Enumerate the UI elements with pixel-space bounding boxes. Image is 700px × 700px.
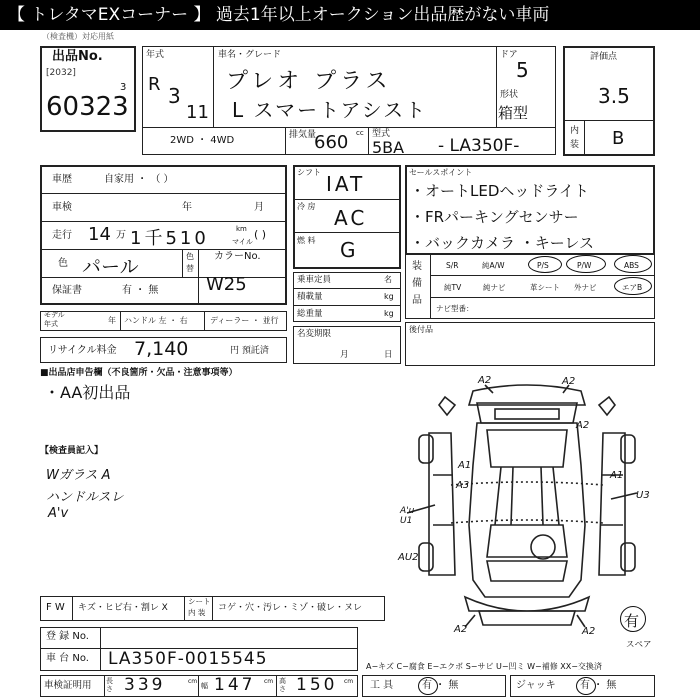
model-year-unit: 年 — [108, 316, 116, 325]
drive-label: 2WD ・ 4WD — [170, 135, 235, 146]
displacement-label: 排気量 — [289, 130, 317, 140]
equipment-label-1: 装 — [412, 261, 422, 272]
page-header: 【 トレタマEXコーナー 】 過去1年以上オークション出品歴がない車両 — [0, 0, 700, 30]
inspector-label: 【検査員記入】 — [40, 446, 104, 456]
car-damage-diagram — [395, 375, 660, 650]
mileage-mile-unit: マイル — [232, 238, 253, 246]
interior-div3 — [212, 596, 213, 621]
model-code-value: - LA350F- — [438, 136, 520, 156]
lot-tag: [2032] — [46, 68, 76, 78]
mileage-paren: ( ) — [254, 228, 267, 241]
color-label: 色 — [58, 258, 68, 269]
interior-div1 — [72, 596, 73, 621]
equip-ps: P/S — [537, 261, 549, 270]
inspector-line-3: A'v — [48, 506, 69, 521]
recycle-value: 7,140 — [134, 338, 189, 360]
jack-circle — [576, 677, 596, 695]
diagram-mark-left-front: AU2 — [398, 552, 419, 563]
cert-height-label: 高さ — [279, 677, 286, 693]
tools-value: 有 ・ 無 — [422, 680, 459, 691]
inspection-month: 月 — [254, 202, 264, 213]
mileage-man-unit: 万 — [116, 230, 126, 241]
history-value: 自家用 ・ （ ） — [104, 174, 174, 185]
capacity-unit: 名 — [384, 275, 392, 284]
spare-value: 有 — [624, 612, 640, 630]
color-code-value: W25 — [206, 274, 247, 295]
color-code-divider — [198, 249, 199, 305]
cert-height: 150 — [296, 675, 338, 695]
chassis-label: 車 台 No. — [46, 653, 89, 664]
load-unit: kg — [384, 292, 394, 301]
mileage-man-value: 14 — [88, 224, 111, 245]
score-value: 3.5 — [598, 84, 630, 108]
tools-circle — [418, 677, 438, 695]
cooling-label: 冷 房 — [297, 202, 316, 211]
interior-fw-items: キズ・ヒビ右・割レ X — [78, 603, 168, 613]
equipment-label-3: 品 — [412, 295, 422, 306]
capacity-label: 乗車定員 — [297, 275, 332, 285]
inspector-line-1: Wガラス A — [46, 468, 111, 483]
model-name-line2: L スマートアシスト — [232, 98, 428, 122]
chassis-value: LA350F-0015545 — [108, 649, 268, 669]
diagram-mark-rear-left: A2 — [478, 375, 492, 386]
equip-ext-navi: 外ナビ — [574, 283, 597, 292]
mileage-label: 走行 — [52, 230, 72, 241]
damage-legend: A−キズ C−腐食 E−エクボ S−サビ U−凹ミ W−補修 XX−交換済 — [366, 662, 602, 671]
equip-hdiv1 — [430, 275, 655, 276]
diagram-mark-front-left: A2 — [454, 624, 468, 635]
cert-length: 339 — [124, 675, 166, 695]
cert-height-unit: cm — [344, 678, 354, 685]
diagram-mark-right-door: U3 — [636, 490, 650, 501]
inspection-year: 年 — [182, 202, 192, 213]
year-month: 11 — [186, 102, 209, 123]
seller-notes-text: ・AA初出品 — [44, 383, 131, 402]
cap-line-2 — [293, 305, 401, 306]
cooling-value: AC — [334, 206, 368, 230]
shift-value: IAT — [326, 172, 366, 196]
color-value: パール — [82, 256, 139, 278]
sales-point-2: ・FRパーキングセンサー — [410, 208, 579, 226]
model-code-prefix: 5BA — [372, 138, 405, 157]
diagram-mark-right-upper: A2 — [576, 420, 590, 431]
sales-points-label: セールスポイント — [409, 168, 473, 177]
equip-abs: ABS — [624, 261, 639, 270]
cert-width-label: 幅 — [201, 682, 208, 690]
name-change-day: 日 — [384, 350, 393, 360]
interior-fw-label: F W — [46, 602, 65, 613]
lot-small-mark: 3 — [120, 82, 127, 93]
load-label: 積載量 — [297, 292, 323, 302]
shift-line-2 — [293, 232, 401, 233]
body-shape-value: 箱型 — [498, 104, 529, 122]
cert-label: 車検証明用 — [44, 680, 92, 691]
inspection-label: 車検 — [52, 202, 72, 213]
score-divider — [563, 120, 655, 121]
interior-seat-bottom: 内 装 — [188, 608, 206, 617]
interior-value: B — [612, 128, 625, 149]
interior-divider — [584, 120, 585, 156]
year-value: 3 — [168, 84, 181, 108]
equip-navi-model: ナビ型番： — [436, 304, 474, 313]
name-change-month: 月 — [340, 350, 349, 360]
equip-hdiv2 — [430, 297, 655, 298]
lot-number-label: 出品No. — [52, 49, 103, 64]
equipment-label-2: 備 — [412, 278, 422, 289]
weight-unit: kg — [384, 309, 394, 318]
color-change-bottom: 替 — [186, 264, 194, 273]
aftermarket-label: 後付品 — [409, 325, 433, 334]
cert-width: 147 — [214, 675, 256, 695]
diagram-mark-roof: A1 — [458, 460, 472, 471]
color-change-top: 色 — [186, 252, 194, 261]
model-name-line1: プレオ プラス — [226, 69, 392, 94]
sales-point-1: ・オートLEDヘッドライト — [410, 182, 589, 200]
inspector-line-2: ハンドルスレ — [46, 490, 124, 505]
interior-label-bottom: 装 — [570, 140, 580, 150]
score-label: 評価点 — [590, 52, 618, 62]
year-label: 年式 — [146, 50, 165, 60]
diagram-mark-left-door: A'u U1 — [400, 506, 415, 526]
row-line-4 — [40, 277, 287, 278]
weight-label: 総重量 — [297, 309, 323, 319]
warranty-label: 保証書 — [52, 285, 82, 296]
diagram-mark-rear-right: A2 — [562, 376, 576, 387]
color-code-label: カラーNo. — [214, 251, 261, 262]
interior-label-top: 内 — [570, 126, 580, 136]
shift-line-1 — [293, 199, 401, 200]
seller-notes-label: ■出品店申告欄（不良箇所・欠品・注意事項等） — [40, 368, 238, 378]
fuel-label: 燃 料 — [297, 236, 316, 245]
sales-point-3: ・バックカメラ ・キーレス — [410, 234, 595, 252]
aftermarket-box — [405, 322, 655, 366]
diagram-mark-right-quarter: A1 — [610, 470, 624, 481]
model-year-div2 — [204, 311, 205, 331]
cert-length-unit: cm — [188, 678, 198, 685]
equip-tv: 純TV — [444, 283, 462, 292]
interior-div2 — [184, 596, 185, 621]
jack-label: ジャッキ — [516, 680, 556, 691]
recycle-unit: 円 預託済 — [230, 346, 269, 356]
mileage-rest-value: 1千510 — [130, 228, 209, 249]
cert-div1 — [198, 675, 199, 697]
cert-div0 — [104, 675, 105, 697]
equip-airbag: エアB — [622, 283, 643, 292]
diagram-mark-left-quarter: A3 — [456, 480, 470, 491]
model-year-dealer: ディーラー ・ 並行 — [210, 316, 279, 325]
displacement-value: 660 — [314, 132, 349, 153]
model-year-label-top: モデル — [44, 311, 65, 319]
model-year-handle: ハンドル 左 ・ 右 — [124, 316, 188, 325]
displacement-unit: cc — [356, 129, 364, 137]
equip-leather: 革シート — [530, 283, 560, 292]
model-label: 車名・グレード — [218, 50, 282, 60]
equip-aw: 純A/W — [482, 261, 505, 270]
equip-sr: S/R — [446, 261, 459, 270]
spare-label: スペア — [626, 640, 652, 650]
model-year-label-bottom: 年式 — [44, 320, 58, 328]
recycle-label: リサイクル料金 — [48, 345, 117, 356]
model-code-label: 型式 — [372, 129, 391, 139]
warranty-options: 有 ・ 無 — [122, 285, 159, 296]
interior-seat-top: シート — [188, 597, 211, 606]
cert-div2 — [276, 675, 277, 697]
equip-navi: 純ナビ — [483, 283, 506, 292]
doors-value: 5 — [516, 58, 529, 82]
name-change-label: 名変期限 — [297, 329, 332, 339]
top-note: （検査機）対応用紙 — [42, 32, 114, 41]
registration-label: 登 録 No. — [46, 631, 89, 642]
mileage-km-unit: km — [236, 225, 247, 233]
equip-pw: P/W — [577, 261, 592, 270]
history-label: 車歴 — [52, 174, 72, 185]
color-change-divider — [182, 249, 183, 277]
body-shape-label: 形状 — [500, 90, 519, 100]
cap-line-1 — [293, 288, 401, 289]
cert-length-label: 長さ — [106, 677, 113, 693]
row-line-2 — [40, 221, 287, 222]
year-era: R — [148, 74, 161, 95]
row-line-1 — [40, 193, 287, 194]
fuel-value: G — [340, 238, 356, 262]
equip-vdiv — [430, 253, 431, 319]
shift-label: シフト — [297, 168, 321, 177]
tools-label: 工 具 — [370, 680, 394, 691]
lot-number: 60323 — [46, 92, 129, 122]
interior-seat-items: コゲ・穴・汚レ・ミゾ・破レ・ヌレ — [218, 603, 363, 613]
doors-label: ドア — [500, 50, 518, 60]
jack-value: 有 ・ 無 — [580, 680, 617, 691]
cert-width-unit: cm — [264, 678, 274, 685]
diagram-mark-front-right: A2 — [582, 626, 596, 637]
model-year-div1 — [120, 311, 121, 331]
